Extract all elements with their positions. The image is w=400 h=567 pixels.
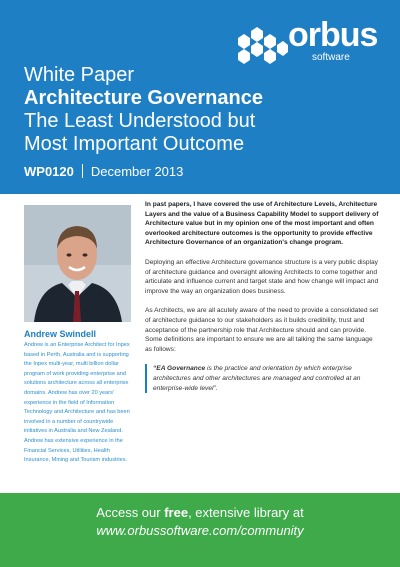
body-paragraph-2: Deploying an effective Architecture governance structure is a very public display of architecture guidance and oversight allowing Architects to come together and articulate and influence current and target state and how change will impact and improve the way an organization does business.: [145, 258, 379, 295]
community-link[interactable]: www.orbussoftware.com/community: [96, 523, 304, 538]
author-bio: Andrew is an Enterprise Architect for Inpex based in Perth, Australia and is supporting the Inpex multi-year, multi billion dollar program of work providing enterprise and solutions architecture across all enterprise domains. Andrew has over 20 years' experience in the field of Information Technology and Architecture and has been involved in a number of countrywide initiatives in Australia and New Zealand. Andrew has extensive experience in the Financial Services, Utilities, Health Insurance, Mining and Tourism industries.: [24, 342, 130, 464]
footer-promo-free: free: [164, 505, 189, 520]
page-subtitle-line1: The Least Understood but: [24, 110, 256, 132]
quote-text: is the practice and orientation by which enterprise architectures and other architectures are managed and controlled at an enterprise-wide level”.: [153, 365, 361, 392]
footer-promo: [0, 505, 400, 520]
logo-subtitle: software: [312, 52, 350, 63]
doc-code: WP0120: [24, 164, 74, 179]
meta-divider: [82, 164, 83, 178]
footer-promo-post: , extensive library at: [188, 505, 304, 520]
quote-term: “EA Governance: [153, 365, 206, 373]
body-paragraph-3: As Architects, we are all acutely aware of the need to provide a consolidated set of architecture guidance to our stakeholders as it builds credibility, trust and acceptance of the partnership role that Architecture should and can provide. Some definitions are important to ensure we are all talking the same language as follows:: [145, 307, 379, 353]
logo-wordmark: orbus: [288, 16, 378, 54]
page-subtitle-line2: Most Important Outcome: [24, 133, 245, 155]
hexagon-logo-icon: [228, 24, 288, 68]
author-photo: [24, 205, 131, 322]
author-portrait-icon: [24, 205, 131, 322]
doc-date: December 2013: [90, 164, 184, 179]
header-banner: [0, 0, 400, 194]
definition-quote: [145, 364, 381, 393]
doc-meta: [24, 164, 183, 180]
author-name: Andrew Swindell: [24, 329, 97, 339]
footer-banner: [0, 493, 400, 567]
orbus-logo[interactable]: [228, 16, 378, 70]
footer-promo-pre: Access our: [96, 505, 165, 520]
article-body: [145, 200, 381, 403]
doc-type: White Paper: [24, 64, 135, 86]
page-title: Architecture Governance: [24, 87, 263, 109]
title-block: [24, 64, 384, 156]
intro-paragraph: In past papers, I have covered the use of Architecture Levels, Architecture Layers and the value of a Business Capability Model to support delivery of Architecture value but in my opinion one of the most important and often overlooked architecture outcomes is the opportunity to provide effective Architecture Governance of an organization's change program.: [145, 201, 379, 247]
